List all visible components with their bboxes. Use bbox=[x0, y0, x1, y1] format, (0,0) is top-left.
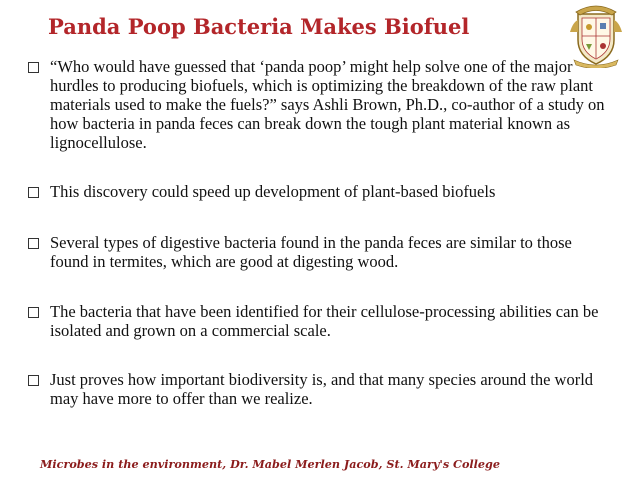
bullet-text: The bacteria that have been identified for their cellulose-processing abilities can be isolated and grown on a commercial scale. bbox=[50, 302, 599, 340]
slide-title: Panda Poop Bacteria Makes Biofuel bbox=[48, 14, 470, 39]
square-bullet-icon bbox=[28, 307, 39, 318]
bullet-text: “Who would have guessed that ‘panda poop’ might help solve one of the major hurdles to producing biofuels, which is optimizing the breakdown of the raw plant materials used to make the fuels?” says Ashli Brown, Ph.D., co-author of a study on how bacteria in panda feces can break down the tough plant material known as lignocellulose. bbox=[50, 57, 605, 152]
square-bullet-icon bbox=[28, 238, 39, 249]
square-bullet-icon bbox=[28, 62, 39, 73]
bullet-text: Just proves how important biodiversity is, and that many species around the world may have more to offer than we realize. bbox=[50, 370, 594, 408]
slide-footer: Microbes in the environment, Dr. Mabel Merlen Jacob, St. Mary's College bbox=[40, 457, 500, 471]
bullet-text: This discovery could speed up development of plant-based biofuels bbox=[50, 182, 496, 201]
square-bullet-icon bbox=[28, 187, 39, 198]
bullet-text: Several types of digestive bacteria found in the panda feces are similar to those found in termites, which are good at digesting wood. bbox=[50, 233, 572, 271]
square-bullet-icon bbox=[28, 375, 39, 386]
